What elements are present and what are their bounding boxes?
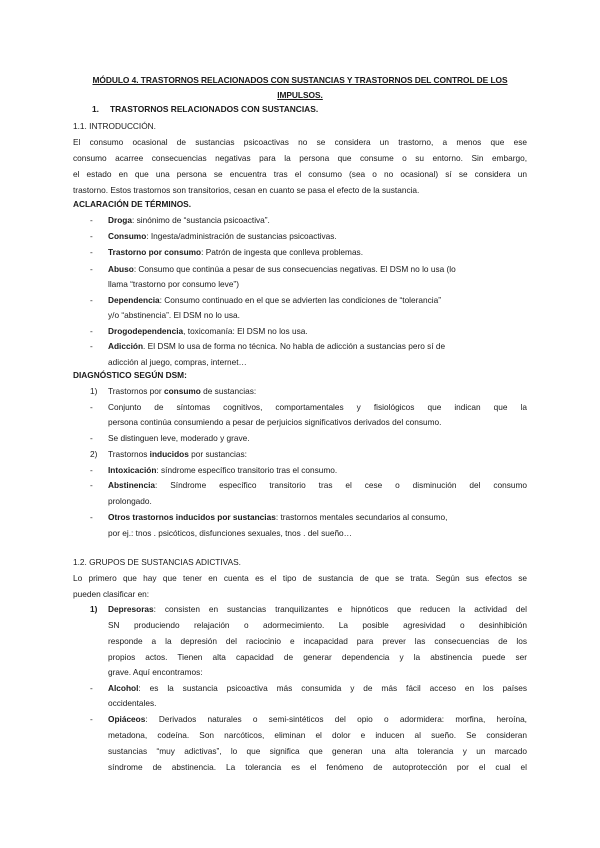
alcohol-line-1	[108, 683, 527, 694]
intro-line-3: el estado en que una persona se encuentra tras el consumo (sea o no ocasional) sí se considera un	[73, 169, 527, 179]
term-label: Dependencia	[108, 295, 160, 305]
depresoras-line-3: responde a la depresión del raciocinio e incapacidad para prever las consecuencias de los	[108, 636, 527, 646]
bullet-dash: -	[90, 480, 93, 490]
term-item-dependencia	[90, 295, 441, 306]
term-label: Intoxicación	[108, 465, 157, 475]
section-1-label: TRASTORNOS RELACIONADOS CON SUSTANCIAS.	[110, 104, 319, 114]
term-adiccion-cont: adicción al juego, compras, internet…	[108, 357, 247, 367]
dsm-item-inducidos	[90, 449, 247, 460]
term-dependencia-cont: y/o “abstinencia”. El DSM no lo usa.	[108, 310, 240, 320]
term-label: Depresoras	[108, 604, 154, 614]
term-text: : síndrome específico transitorio tras el consumo.	[156, 465, 338, 475]
module-title-line-1: MÓDULO 4. TRASTORNOS RELACIONADOS CON SUSTANCIAS Y TRASTORNOS DEL CONTROL DE LOS	[92, 75, 508, 85]
bullet-dash: -	[90, 295, 93, 305]
terms-heading: ACLARACIÓN DE TÉRMINOS.	[73, 199, 191, 209]
intro-line-4: trastorno. Estos trastornos son transitorios, cesan en cuanto se pasa el efecto de la sustancia.	[73, 185, 420, 195]
term-label: Abstinencia	[108, 480, 156, 490]
group-opiaceos	[90, 714, 108, 725]
term-label: Drogodependencia	[108, 326, 184, 336]
dsm-item-consumo	[90, 386, 256, 397]
term-item-abuso	[90, 264, 456, 275]
opiaceos-line-3: sustancias “muy adictivas”, lo que significa que generan una alta tolerancia y un marcado	[108, 746, 527, 756]
group-depresoras	[90, 604, 108, 615]
dsm-bullet-intoxicacion	[90, 465, 337, 476]
bullet-dash: -	[90, 247, 93, 257]
list-number: 1)	[90, 386, 98, 396]
term-label: Trastorno por consumo	[108, 247, 202, 257]
term-label: Otros trastornos inducidos por sustancias	[108, 512, 276, 522]
text-part: Trastornos	[108, 449, 150, 459]
bullet-dash: -	[90, 402, 93, 412]
term-text: : sinónimo de “sustancia psicoactiva”.	[131, 215, 270, 225]
depresoras-line-4: propios actos. Tienen alta capacidad de generar dependencia y la abstinencia puede ser	[108, 652, 527, 662]
term-text: : Ingesta/administración de sustancias psicoactivas.	[146, 231, 337, 241]
dsm-abstinencia-line	[108, 480, 527, 491]
term-label: Consumo	[108, 231, 147, 241]
groups-intro-line-1: Lo primero que hay que tener en cuenta es el tipo de sustancia de que se trata. Según sus efectos se	[73, 573, 527, 583]
term-label: Adicción	[108, 341, 144, 351]
depresoras-line-2: SN produciendo relajación o adormecimiento. La posible agresividad o desinhibición	[108, 620, 527, 630]
bullet-dash: -	[90, 326, 93, 336]
text-part: Se distinguen leve, moderado y grave.	[108, 433, 250, 443]
term-label: Opiáceos	[108, 714, 146, 724]
term-text: : Consumo que continúa a pesar de sus consecuencias negativas. El DSM no lo usa (lo	[133, 264, 456, 274]
bullet-dash: -	[90, 433, 93, 443]
list-number: 1)	[90, 604, 98, 614]
dsm-bullet-sintomas	[90, 402, 108, 413]
dsm-heading: DIAGNÓSTICO SEGÚN DSM:	[73, 370, 187, 380]
dsm-otros-cont: por ej.: tnos . psicóticos, disfunciones sexuales, tnos . del sueño…	[108, 528, 352, 538]
term-item-drogodependencia	[90, 326, 308, 337]
bullet-dash: -	[90, 512, 93, 522]
bullet-dash: -	[90, 714, 93, 724]
depresoras-line-5: grave. Aquí encontramos:	[108, 667, 203, 677]
bullet-dash: -	[90, 465, 93, 475]
term-label: Alcohol	[108, 683, 139, 693]
term-text: : Patrón de ingesta que conlleva problemas.	[201, 247, 364, 257]
groups-heading: 1.2. GRUPOS DE SUSTANCIAS ADICTIVAS.	[73, 557, 241, 567]
intro-line-2: consumo acarree consecuencias negativas para la persona que consume o su entorno. Sin embargo,	[73, 153, 527, 163]
dsm-bullet-abstinencia	[90, 480, 108, 491]
opiaceos-line-2: metadona, codeína. Son narcóticos, eliminan el dolor e inducen al sueño. Se consideran	[108, 730, 527, 740]
bullet-dash: -	[90, 231, 93, 241]
text-bold: consumo	[163, 386, 201, 396]
dsm-sintomas-line-1: Conjunto de síntomas cognitivos, comportamentales y fisiológicos que indican que la	[108, 402, 527, 412]
term-text: : trastornos mentales secundarios al consumo,	[275, 512, 448, 522]
intro-heading: 1.1. INTRODUCCIÓN.	[73, 121, 156, 131]
opiaceos-line-4: síndrome de abstinencia. La tolerancia es el fenómeno de autoprotección por el cual el	[108, 762, 527, 772]
term-text: : Consumo continuado en el que se advierten las condiciones de “tolerancia”	[159, 295, 442, 305]
bullet-dash: -	[90, 264, 93, 274]
term-abuso-cont: llama “trastorno por consumo leve”)	[108, 279, 239, 289]
term-item-adiccion	[90, 341, 445, 352]
text-part: por sustancias:	[188, 449, 247, 459]
dsm-sintomas-line-2: persona continúa consumiendo a pesar de perjuicios significativos derivados del consumo.	[108, 417, 442, 427]
term-text: : es la sustancia psicoactiva más consumida y de más fácil acceso en los países	[138, 683, 527, 693]
bullet-dash: -	[90, 683, 93, 693]
term-item-trastorno	[90, 247, 363, 258]
groups-intro-line-2: pueden clasificar en:	[73, 589, 150, 599]
group-alcohol	[90, 683, 108, 694]
dsm-bullet-grados	[90, 433, 250, 444]
term-label: Abuso	[108, 264, 134, 274]
bullet-dash: -	[90, 341, 93, 351]
text-part: de sustancias:	[200, 386, 257, 396]
module-title-line-2: IMPULSOS.	[277, 90, 323, 100]
dsm-bullet-otros	[90, 512, 447, 523]
term-label: Droga	[108, 215, 132, 225]
term-text: : consisten en sustancias tranquilizantes e hipnóticos que reducen la actividad del	[153, 604, 527, 614]
term-item-consumo	[90, 231, 337, 242]
term-text: , toxicomanía: El DSM no los usa.	[183, 326, 308, 336]
intro-line-1: El consumo ocasional de sustancias psicoactivas no se considera un trastorno, a menos que ese	[73, 137, 527, 147]
term-text: . El DSM lo usa de forma no técnica. No habla de adicción a sustancias pero sí de	[143, 341, 446, 351]
term-text: : Síndrome específico transitorio tras el cese o disminución del consumo	[155, 480, 527, 490]
term-item-droga	[90, 215, 270, 226]
module-title	[62, 73, 538, 103]
text-part: Trastornos por	[108, 386, 164, 396]
alcohol-line-2: occidentales.	[108, 698, 157, 708]
section-1-number: 1.	[92, 104, 99, 114]
bullet-dash: -	[90, 215, 93, 225]
term-text: : Derivados naturales o semi-sintéticos del opio o adormidera: morfina, heroína,	[145, 714, 527, 724]
opiaceos-line-1	[108, 714, 527, 725]
list-number: 2)	[90, 449, 98, 459]
text-bold: inducidos	[149, 449, 189, 459]
section-1-title	[92, 104, 318, 114]
depresoras-line-1	[108, 604, 527, 615]
dsm-abstinencia-cont: prolongado.	[108, 496, 152, 506]
